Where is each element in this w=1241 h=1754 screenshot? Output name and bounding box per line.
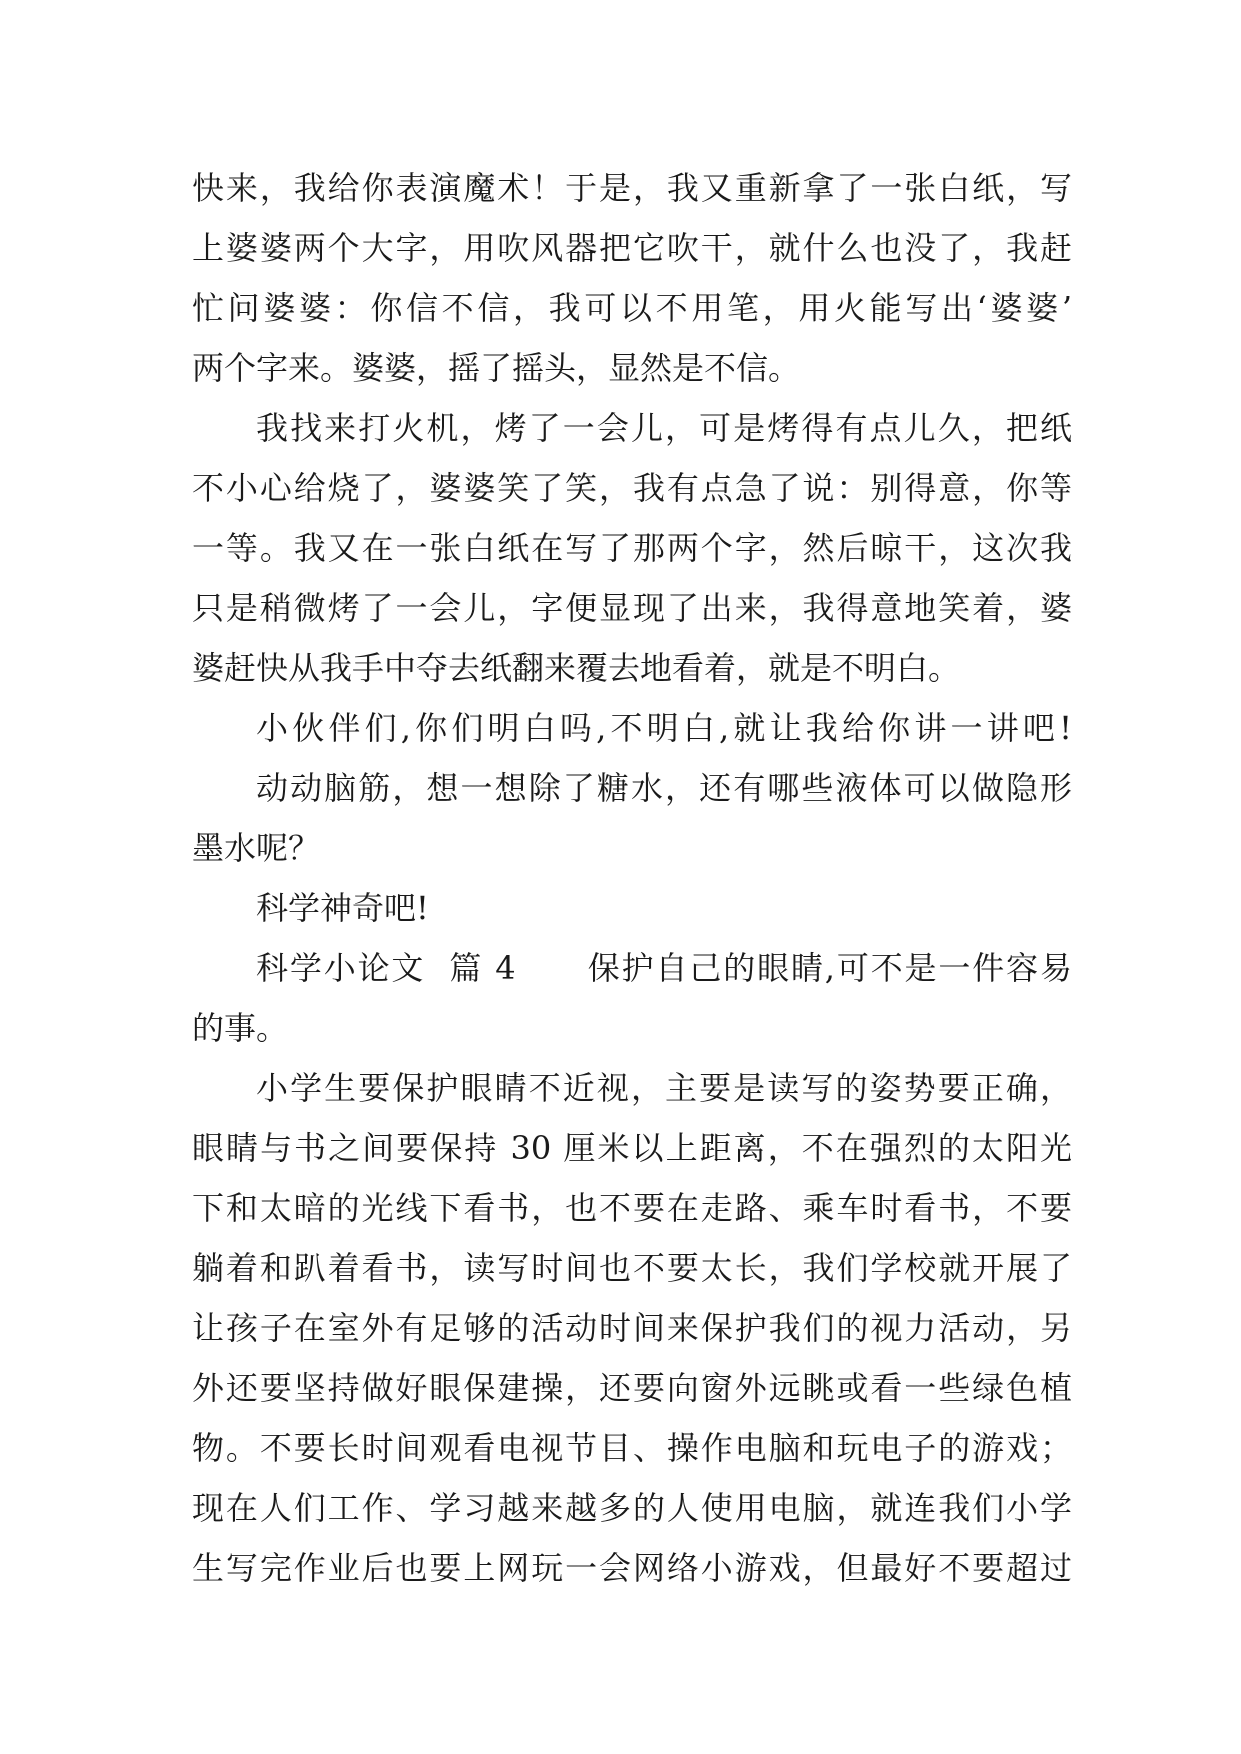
document-body (192, 158, 1072, 1598)
text-line: 的事。 (192, 1009, 289, 1047)
text-line: 只是稍微烤了一会儿，字便显现了出来，我得意地笑着，婆 (192, 589, 1072, 627)
text-line: 婆赶快从我手中夺去纸翻来覆去地看着，就是不明白。 (192, 649, 961, 687)
text-line: 墨水呢？ (192, 829, 321, 867)
text-line: 一等。我又在一张白纸在写了那两个字，然后晾干，这次我 (192, 529, 1072, 567)
text-line: 上婆婆两个大字，用吹风器把它吹干，就什么也没了，我赶 (192, 229, 1072, 267)
text-line: 生写完作业后也要上网玩一会网络小游戏，但最好不要超过 (192, 1549, 1072, 1587)
text-line: 让孩子在室外有足够的活动时间来保护我们的视力活动，另 (192, 1309, 1072, 1347)
text-line: 外还要坚持做好眼保建操，还要向窗外远眺或看一些绿色植 (192, 1369, 1072, 1407)
text-line: 下和太暗的光线下看书，也不要在走路、乘车时看书，不要 (192, 1189, 1072, 1227)
text-line: 两个字来。婆婆，摇了摇头，显然是不信。 (192, 349, 801, 387)
text-line: 不小心给烧了，婆婆笑了笑，我有点急了说：别得意，你等 (192, 469, 1072, 507)
text-line: 动动脑筋，想一想除了糖水，还有哪些液体可以做隐形 (256, 769, 1072, 807)
text-line: 小学生要保护眼睛不近视，主要是读写的姿势要正确， (256, 1069, 1072, 1107)
text-line: 现在人们工作、学习越来越多的人使用电脑，就连我们小学 (192, 1489, 1072, 1527)
text-line: 眼睛与书之间要保持 30 厘米以上距离，不在强烈的太阳光 (192, 1129, 1072, 1167)
text-line: 我找来打火机，烤了一会儿，可是烤得有点儿久，把纸 (256, 409, 1072, 447)
text-line: 科学神奇吧! (256, 889, 429, 927)
text-line: 物。不要长时间观看电视节目、操作电脑和玩电子的游戏； (192, 1429, 1072, 1467)
text-line: 躺着和趴着看书，读写时间也不要太长，我们学校就开展了 (192, 1249, 1072, 1287)
text-line: 科学小论文 篇 4 保护自己的眼睛,可不是一件容易 (256, 949, 1072, 987)
text-line: 小伙伴们,你们明白吗,不明白,就让我给你讲一讲吧! (256, 709, 1072, 747)
text-line: 快来，我给你表演魔术！于是，我又重新拿了一张白纸，写 (192, 169, 1072, 207)
text-line: 忙问婆婆：你信不信，我可以不用笔，用火能写出‘婆婆’ (192, 289, 1072, 327)
